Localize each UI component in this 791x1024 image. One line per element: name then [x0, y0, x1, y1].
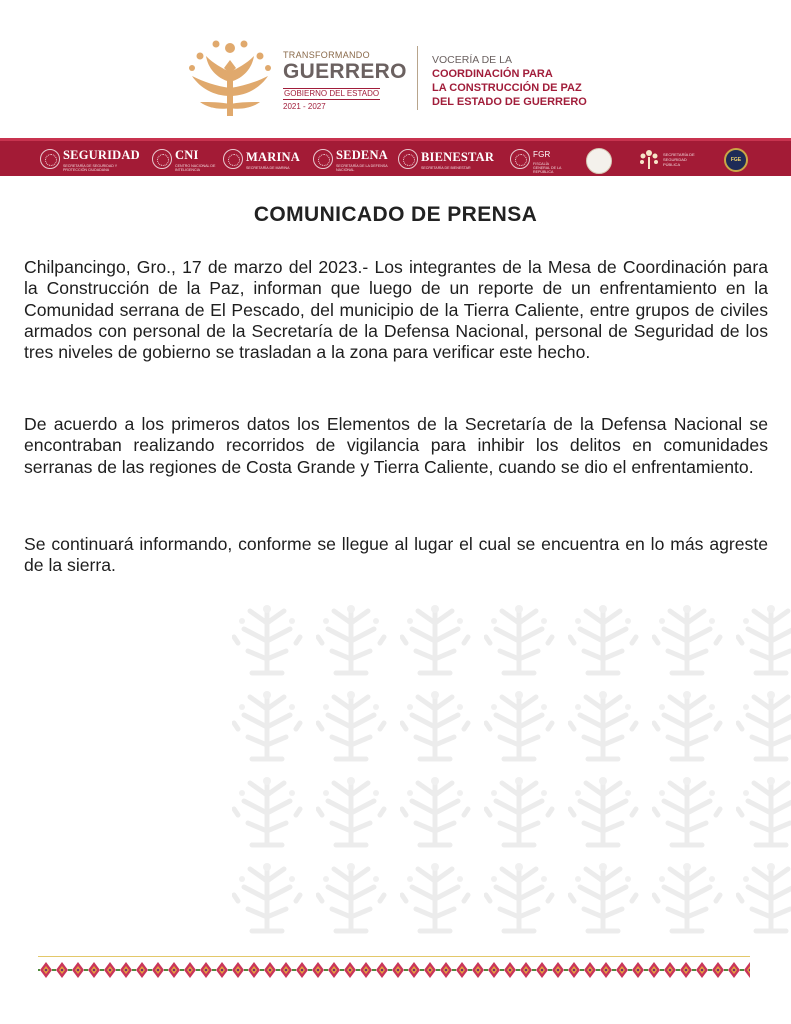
agency-fgr [510, 147, 563, 174]
agency-bienestar [398, 147, 494, 171]
paragraph-2: De acuerdo a los primeros datos los Elementos de la Secretaría de la Defensa Nacional se encontraban realizando recorridos de vigilancia para inhibir los delitos en comunidades serranas de las regiones de Costa Grande y Tierra Caliente, cuando se dio el enfrentamiento. [24, 414, 768, 477]
agency-subtitle: CENTRO NACIONAL DE INTELIGENCIA [175, 164, 216, 172]
footer-rule [38, 956, 750, 957]
eagle-seal-icon [398, 149, 418, 169]
embroidery-pattern-icon [222, 595, 791, 940]
paragraph-1: Chilpancingo, Gro., 17 de marzo del 2023.- Los integrantes de la Mesa de Coordinación para la Construcción de la Paz, informan que luego de un reporte de un enfrentamiento en la Comunidad serrana de El Pescado, del municipio de la Tierra Caliente, entre grupos de civiles armados con personal de la Secretaría de la Defensa Nacional, personal de Seguridad de los tres niveles de gobierno se trasladan a la zona para verificar este hecho. [24, 257, 768, 363]
gov-period: 2021 - 2027 [283, 102, 326, 111]
eagle-seal-icon [313, 149, 333, 169]
agency-subtitle: SECRETARÍA DE SEGURIDAD Y PROTECCIÓN CIUDADANA [63, 164, 118, 172]
fge-label: FGE [730, 157, 742, 163]
voceria-line-3: LA CONSTRUCCIÓN DE PAZ [432, 82, 582, 94]
agency-seguridad [40, 147, 140, 171]
tree-emblem-icon [638, 148, 660, 170]
agency-subtitle: FISCALÍA GENERAL DE LA REPÚBLICA [533, 162, 562, 174]
voceria-line-1: VOCERÍA DE LA [432, 54, 512, 66]
eagle-seal-icon [40, 149, 60, 169]
agency-name: CNI [175, 148, 199, 162]
gov-state-name: GUERRERO [283, 60, 407, 83]
eagle-seal-icon [152, 149, 172, 169]
agency-marina [223, 147, 300, 171]
paragraph-3: Se continuará informando, conforme se llegue al lugar el cual se encuentra en lo más agreste de la sierra. [24, 534, 768, 576]
voceria-heading [432, 53, 632, 109]
gov-subtitle: GOBIERNO DEL ESTADO [284, 89, 380, 98]
government-wordmark [283, 50, 408, 112]
agency-name: SEDENA [336, 148, 388, 162]
tree-of-life-emblem-icon [186, 38, 274, 118]
agency-name: BIENESTAR [421, 150, 495, 164]
agency-logo-band [0, 138, 791, 176]
eagle-seal-icon [510, 149, 530, 169]
agency-name: SEGURIDAD [63, 148, 140, 162]
voceria-line-2: COORDINACIÓN PARA [432, 68, 553, 80]
header-divider [417, 46, 418, 110]
agency-seguridad-publica [638, 147, 703, 171]
agency-name: MARINA [246, 150, 300, 164]
eagle-seal-icon [223, 149, 243, 169]
embroidered-border-icon [38, 961, 750, 979]
agency-name: FGR [533, 150, 551, 159]
fge-shield-icon [724, 148, 748, 172]
agency-cni [152, 147, 219, 171]
page-title: COMUNICADO DE PRENSA [253, 203, 538, 226]
agency-subtitle: SECRETARÍA DE SEGURIDAD PÚBLICA [663, 151, 695, 167]
document-header [0, 0, 791, 138]
gov-slogan: TRANSFORMANDO [283, 50, 370, 60]
agency-sedena [313, 147, 392, 171]
agency-subtitle: SECRETARÍA DE MARINA [246, 166, 290, 170]
guardia-nacional-badge-icon [586, 148, 612, 174]
agency-subtitle: SECRETARÍA DE LA DEFENSA NACIONAL [336, 164, 388, 172]
agency-subtitle: SECRETARÍA DE BIENESTAR [421, 166, 471, 170]
voceria-line-4: DEL ESTADO DE GUERRERO [432, 96, 587, 108]
